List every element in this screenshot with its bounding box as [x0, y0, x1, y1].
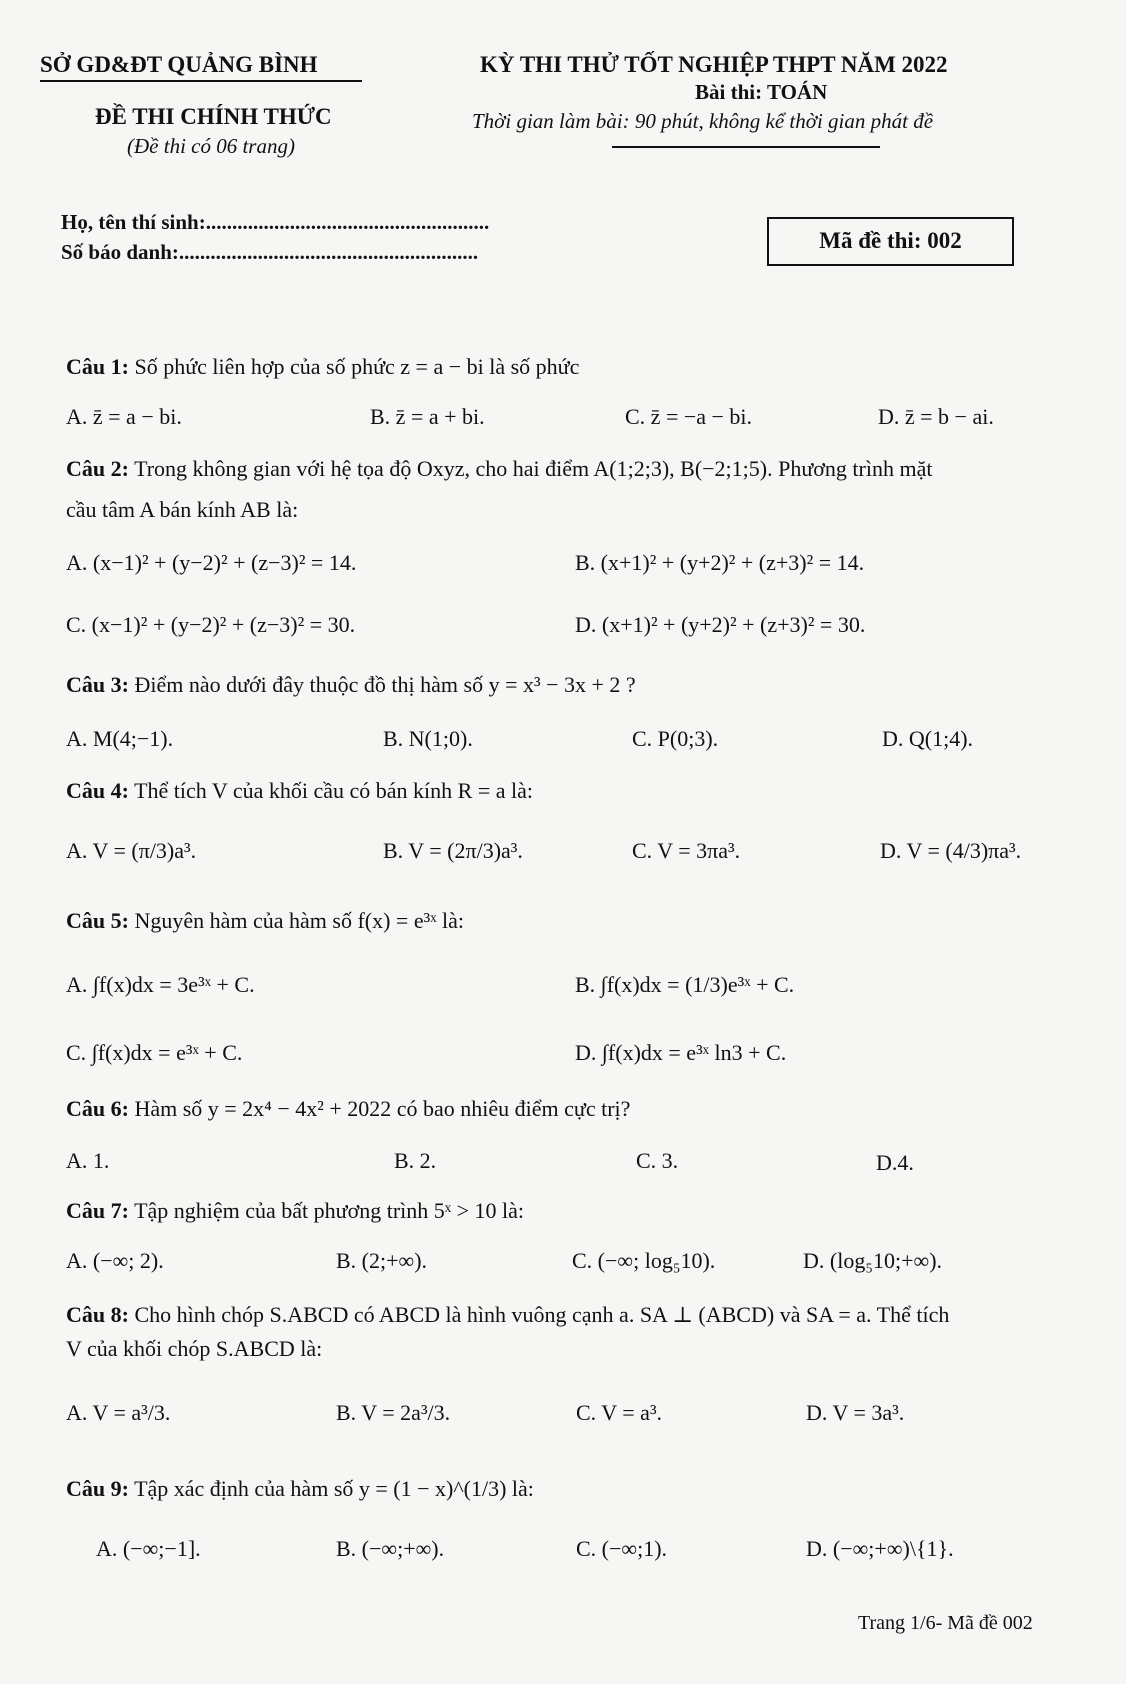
question-text: Trong không gian với hệ tọa độ Oxyz, cho hai điểm A(1;2;3), B(−2;1;5). Phương trình mặt — [134, 456, 933, 481]
q8-option-d: D. V = 3a³. — [806, 1400, 905, 1425]
question-text: Nguyên hàm của hàm số f(x) = e³ˣ là: — [134, 908, 465, 933]
q8-option-b: B. V = 2a³/3. — [336, 1400, 451, 1425]
exam-code-box — [767, 217, 1014, 266]
q6-option-d: D.4. — [876, 1150, 914, 1175]
q4-option-a: A. V = (π/3)a³. — [66, 838, 197, 863]
question-label: Câu 9: — [66, 1476, 129, 1501]
q2-option-b: B. (x+1)² + (y+2)² + (z+3)² = 14. — [575, 550, 865, 575]
question-7 — [66, 1198, 524, 1224]
question-text: Thể tích V của khối cầu có bán kính R = a là: — [134, 778, 533, 803]
question-label: Câu 5: — [66, 908, 129, 933]
q4-option-c: C. V = 3πa³. — [632, 838, 741, 863]
question-text: Điểm nào dưới đây thuộc đồ thị hàm số y = x³ − 3x + 2 ? — [134, 672, 636, 697]
department-name: SỞ GD&ĐT QUẢNG BÌNH — [40, 52, 318, 77]
q5-option-a: A. ∫f(x)dx = 3e³ˣ + C. — [66, 972, 255, 997]
exam-title: KỲ THI THỬ TỐT NGHIỆP THPT NĂM 2022 — [480, 52, 948, 77]
q9-option-b: B. (−∞;+∞). — [336, 1536, 445, 1561]
question-2 — [66, 456, 932, 482]
subject-label: Bài thi: TOÁN — [695, 80, 828, 104]
q1-option-a: A. z̄ = a − bi. — [66, 404, 182, 429]
candidate-id-field: Số báo danh:......................................................... — [61, 240, 479, 264]
q2-option-d: D. (x+1)² + (y+2)² + (z+3)² = 30. — [575, 612, 866, 637]
q6-option-b: B. 2. — [394, 1148, 437, 1173]
q1-option-d: D. z̄ = b − ai. — [878, 404, 994, 429]
department-underline — [40, 80, 362, 82]
question-8 — [66, 1302, 949, 1328]
q9-option-d: D. (−∞;+∞)\{1}. — [806, 1536, 954, 1561]
q1-option-b: B. z̄ = a + bi. — [370, 404, 485, 429]
question-label: Câu 8: — [66, 1302, 129, 1327]
q3-option-a: A. M(4;−1). — [66, 726, 174, 751]
page-footer: Trang 1/6- Mã đề 002 — [858, 1612, 1033, 1634]
q7-option-b: B. (2;+∞). — [336, 1248, 428, 1273]
q6-option-a: A. 1. — [66, 1148, 110, 1173]
q7-option-d: D. (log₅10;+∞). — [803, 1248, 943, 1273]
question-3 — [66, 672, 636, 698]
q3-option-d: D. Q(1;4). — [882, 726, 974, 751]
page-count-note: (Đề thi có 06 trang) — [127, 134, 295, 158]
question-text: Cho hình chóp S.ABCD có ABCD là hình vuông cạnh a. SA ⊥ (ABCD) và SA = a. Thể tích — [134, 1302, 950, 1327]
q8-option-a: A. V = a³/3. — [66, 1400, 171, 1425]
question-label: Câu 7: — [66, 1198, 129, 1223]
q4-option-b: B. V = (2π/3)a³. — [383, 838, 523, 863]
question-5 — [66, 908, 464, 934]
q7-option-c: C. (−∞; log₅10). — [572, 1248, 716, 1273]
candidate-name-field: Họ, tên thí sinh:...................................................... — [61, 210, 490, 234]
q3-option-c: C. P(0;3). — [632, 726, 719, 751]
q3-option-b: B. N(1;0). — [383, 726, 473, 751]
official-exam-label: ĐỀ THI CHÍNH THỨC — [95, 104, 332, 129]
question-4 — [66, 778, 533, 804]
q2-option-a: A. (x−1)² + (y−2)² + (z−3)² = 14. — [66, 550, 357, 575]
time-note: Thời gian làm bài: 90 phút, không kể thời gian phát đề — [472, 109, 934, 133]
question-text: Số phức liên hợp của số phức z = a − bi là số phức — [134, 354, 580, 379]
question-label: Câu 6: — [66, 1096, 129, 1121]
q1-option-c: C. z̄ = −a − bi. — [625, 404, 753, 429]
q7-option-a: A. (−∞; 2). — [66, 1248, 164, 1273]
question-text: Tập xác định của hàm số y = (1 − x)^(1/3) là: — [134, 1476, 534, 1501]
q9-option-c: C. (−∞;1). — [576, 1536, 668, 1561]
q5-option-d: D. ∫f(x)dx = e³ˣ ln3 + C. — [575, 1040, 787, 1065]
question-2-cont: cầu tâm A bán kính AB là: — [66, 497, 299, 522]
question-9 — [66, 1476, 534, 1502]
q8-option-c: C. V = a³. — [576, 1400, 663, 1425]
q4-option-d: D. V = (4/3)πa³. — [880, 838, 1022, 863]
q2-option-c: C. (x−1)² + (y−2)² + (z−3)² = 30. — [66, 612, 356, 637]
question-1 — [66, 354, 579, 380]
time-underline — [612, 146, 880, 148]
q9-option-a: A. (−∞;−1]. — [96, 1536, 201, 1561]
question-label: Câu 4: — [66, 778, 129, 803]
question-label: Câu 1: — [66, 354, 129, 379]
question-6 — [66, 1096, 630, 1122]
question-text: Hàm số y = 2x⁴ − 4x² + 2022 có bao nhiêu điểm cực trị? — [134, 1096, 631, 1121]
question-label: Câu 3: — [66, 672, 129, 697]
question-text: Tập nghiệm của bất phương trình 5ˣ > 10 là: — [134, 1198, 525, 1223]
q6-option-c: C. 3. — [636, 1148, 679, 1173]
question-label: Câu 2: — [66, 456, 129, 481]
question-8-cont: V của khối chóp S.ABCD là: — [66, 1336, 323, 1361]
exam-code: Mã đề thi: 002 — [819, 228, 962, 253]
q5-option-b: B. ∫f(x)dx = (1/3)e³ˣ + C. — [575, 972, 795, 997]
q5-option-c: C. ∫f(x)dx = e³ˣ + C. — [66, 1040, 243, 1065]
